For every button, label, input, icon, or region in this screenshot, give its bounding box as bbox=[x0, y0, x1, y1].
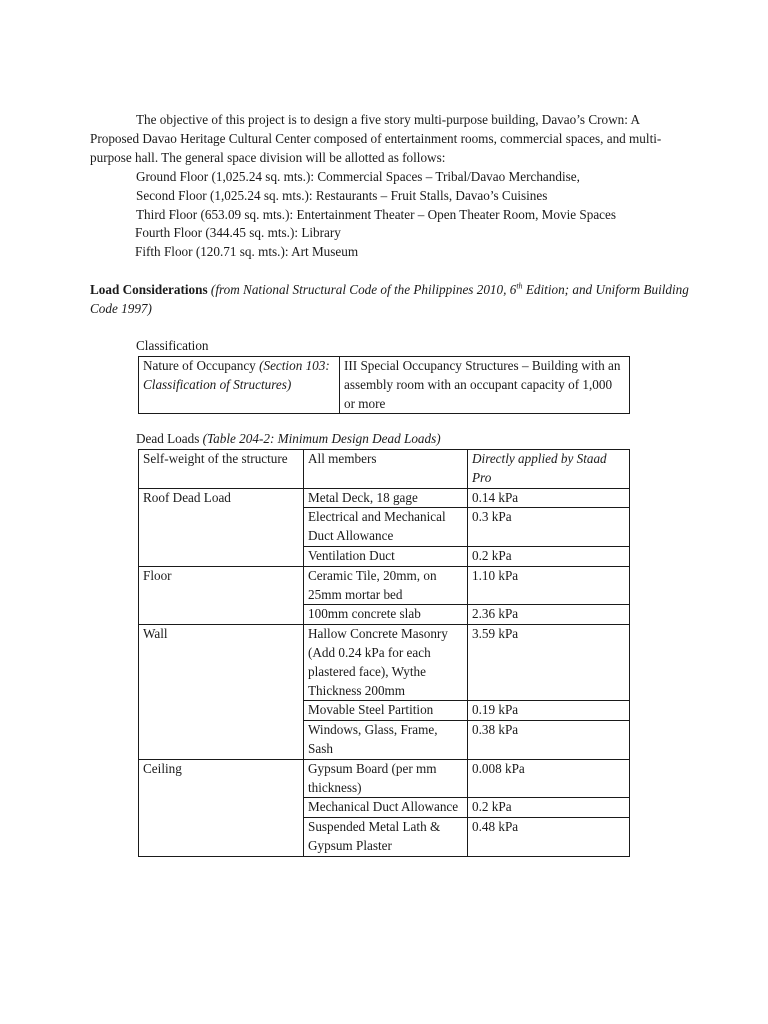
value-cell: 0.14 kPa bbox=[468, 488, 630, 508]
source-text: (from National Structural Code of the Philippines 2010, 6 bbox=[210, 282, 517, 297]
group-cell: Roof Dead Load bbox=[139, 488, 304, 566]
classification-label: Classification bbox=[136, 338, 209, 353]
header-cell bbox=[468, 450, 630, 489]
member-cell: 100mm concrete slab bbox=[304, 605, 468, 625]
table-row bbox=[139, 566, 630, 605]
group-cell: Wall bbox=[139, 625, 304, 760]
dead-loads-table bbox=[138, 449, 630, 857]
floor-item: Fourth Floor (344.45 sq. mts.): Library bbox=[135, 225, 341, 241]
member-cell: Metal Deck, 18 gage bbox=[304, 488, 468, 508]
member-cell: Windows, Glass, Frame, Sash bbox=[304, 721, 468, 760]
group-cell: Floor bbox=[139, 566, 304, 624]
value-cell: 2.36 kPa bbox=[468, 605, 630, 625]
table-cell bbox=[139, 357, 340, 414]
table-row bbox=[139, 357, 630, 414]
intro-paragraph: The objective of this project is to design a five story multi-purpose building, Davao’s Crown: A Proposed Davao Heritage Cultural Center composed of entertainment rooms, commercial spaces, and multi-purpose hall. The general space division will be allotted as follows: bbox=[90, 112, 662, 165]
floor-item: Third Floor (653.09 sq. mts.): Entertainment Theater – Open Theater Room, Movie Spaces bbox=[136, 206, 617, 222]
source-superscript: th bbox=[516, 281, 523, 291]
cell-reference: (Section 103: Classification of Structures) bbox=[143, 358, 330, 392]
value-cell: 3.59 kPa bbox=[468, 625, 630, 701]
label-reference: (Table 204-2: Minimum Design Dead Loads) bbox=[202, 431, 441, 446]
load-considerations-heading bbox=[90, 281, 700, 319]
value-cell: 1.10 kPa bbox=[468, 566, 630, 605]
group-cell: Ceiling bbox=[139, 759, 304, 856]
header-text: Directly applied by Staad Pro bbox=[472, 451, 607, 485]
header-cell: All members bbox=[304, 450, 468, 489]
table-row bbox=[139, 488, 630, 508]
table-row bbox=[139, 625, 630, 701]
member-cell: Ventilation Duct bbox=[304, 546, 468, 566]
header-cell: Self-weight of the structure bbox=[139, 450, 304, 489]
member-cell: Mechanical Duct Allowance bbox=[304, 798, 468, 818]
value-cell: 0.3 kPa bbox=[468, 508, 630, 547]
section-title: Load Considerations bbox=[90, 282, 208, 297]
value-cell: 0.2 kPa bbox=[468, 798, 630, 818]
value-cell: 0.2 kPa bbox=[468, 546, 630, 566]
table-cell: III Special Occupancy Structures – Building with an assembly room with an occupant capacity of 1,000 or more bbox=[340, 357, 630, 414]
member-cell: Hallow Concrete Masonry (Add 0.24 kPa for each plastered face), Wythe Thickness 200mm bbox=[304, 625, 468, 701]
floor-item: Ground Floor (1,025.24 sq. mts.): Commercial Spaces – Tribal/Davao Merchandise, bbox=[136, 169, 580, 184]
value-cell: 0.008 kPa bbox=[468, 759, 630, 798]
table-header-row bbox=[139, 450, 630, 489]
cell-text: Nature of Occupancy bbox=[143, 358, 260, 373]
label-text: Dead Loads bbox=[136, 431, 203, 446]
member-cell: Ceramic Tile, 20mm, on 25mm mortar bed bbox=[304, 566, 468, 605]
floor-list bbox=[136, 168, 616, 262]
classification-table bbox=[138, 356, 630, 414]
table-row bbox=[139, 759, 630, 798]
source-text: Edition; and Uniform Building Code 1997) bbox=[90, 282, 689, 316]
value-cell: 0.48 kPa bbox=[468, 818, 630, 857]
member-cell: Gypsum Board (per mm thickness) bbox=[304, 759, 468, 798]
member-cell: Movable Steel Partition bbox=[304, 701, 468, 721]
value-cell: 0.38 kPa bbox=[468, 721, 630, 760]
dead-loads-label bbox=[136, 430, 441, 449]
member-cell: Suspended Metal Lath & Gypsum Plaster bbox=[304, 818, 468, 857]
floor-item: Fifth Floor (120.71 sq. mts.): Art Museum bbox=[135, 244, 359, 260]
value-cell: 0.19 kPa bbox=[468, 701, 630, 721]
member-cell: Electrical and Mechanical Duct Allowance bbox=[304, 508, 468, 547]
floor-item: Second Floor (1,025.24 sq. mts.): Restaurants – Fruit Stalls, Davao’s Cuisines bbox=[136, 187, 548, 203]
